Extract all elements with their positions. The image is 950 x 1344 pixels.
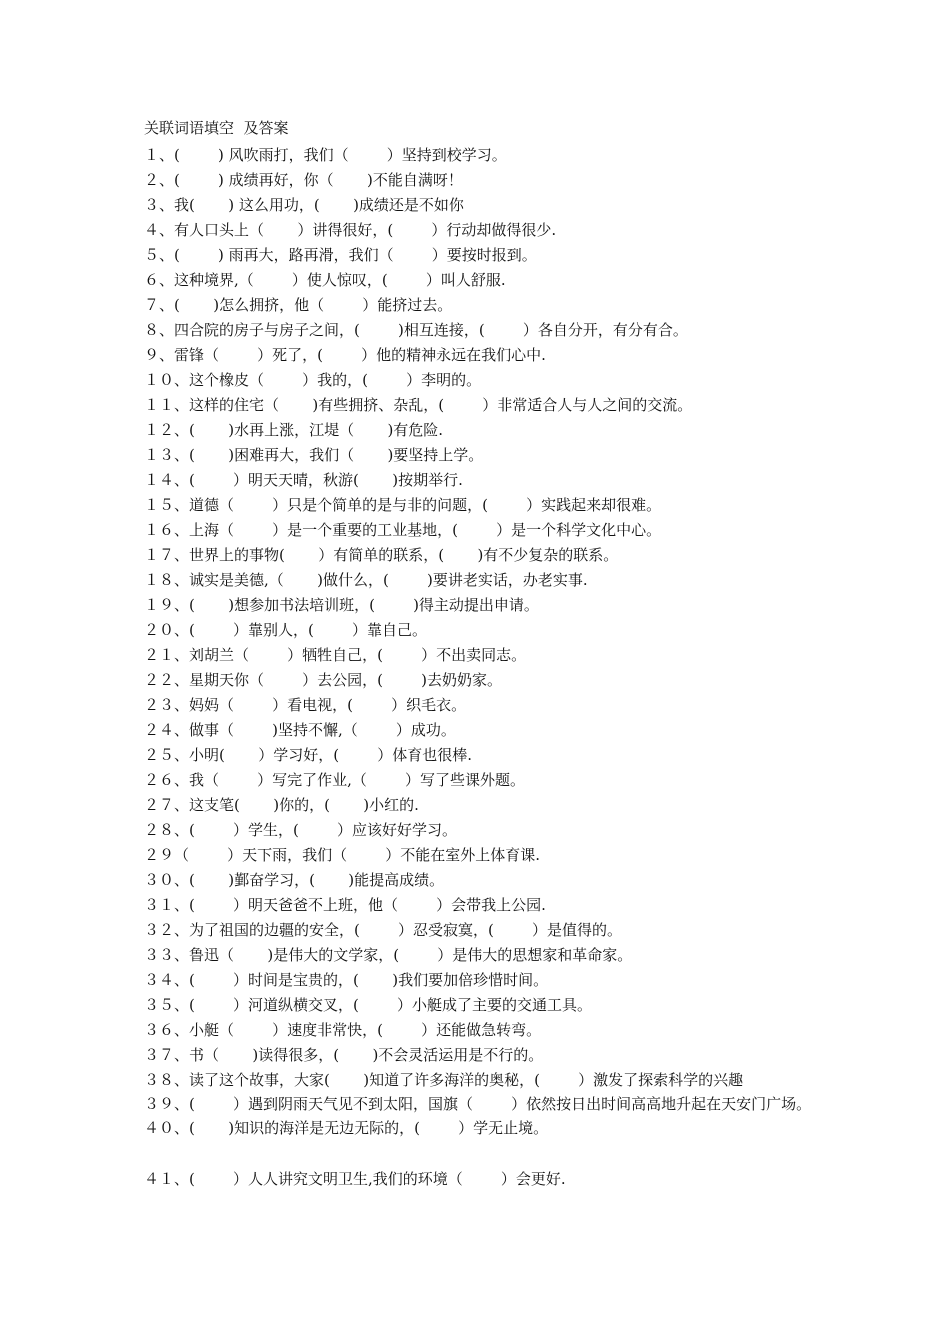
question-line: ３８、读了这个故事，大家( )知道了许多海洋的奥秘，( ）激发了探索科学的兴趣: [144, 1071, 744, 1089]
question-line: １８、诚实是美德,（ )做什么，( )要讲老实话，办老实事.: [144, 571, 588, 589]
question-line: １３、( )困难再大，我们（ )要坚持上学。: [144, 446, 484, 464]
question-line: ３３、鲁迅（ )是伟大的文学家，( ）是伟大的思想家和革命家。: [144, 946, 633, 964]
question-line: ２、( ) 成绩再好，你（ )不能自满呀！: [144, 171, 463, 189]
question-line: ２６、我（ ）写完了作业,（ ）写了些课外题。: [144, 771, 526, 789]
question-line: １４、( ）明天天晴，秋游( )按期举行.: [144, 471, 463, 489]
question-line: ２２、星期天你（ ）去公园，( )去奶奶家。: [144, 671, 502, 689]
question-line: ３０、( )鄞奋学习，( )能提高成绩。: [144, 871, 445, 889]
question-line: １、( ) 风吹雨打，我们（ ）坚持到校学习。: [144, 146, 507, 164]
blank-gap: [144, 1141, 824, 1167]
question-line: １７、世界上的事物( ）有简单的联系，( )有不少复杂的联系。: [144, 546, 619, 564]
question-line: １０、这个橡皮（ ）我的，( ）李明的。: [144, 371, 482, 389]
question-list: [144, 143, 824, 1192]
question-line: ２８、( ）学生，( ）应该好好学习。: [144, 821, 457, 839]
question-line: ８、四合院的房子与房子之间，( )相互连接，( ）各自分开，有分有合。: [144, 321, 688, 339]
question-line: １２、( )水再上涨，江堤（ )有危险.: [144, 421, 444, 439]
question-line: ３６、小艇（ ）速度非常快，( ）还能做急转弯。: [144, 1021, 542, 1039]
question-line: ２０、( ）靠别人，( ）靠自己。: [144, 621, 427, 639]
question-line: ３７、书（ )读得很多，( )不会灵活运用是不行的。: [144, 1046, 544, 1064]
question-line: ３４、( ）时间是宝贵的，( )我们要加倍珍惜时间。: [144, 971, 549, 989]
question-line: ９、雷锋（ ）死了，( ）他的精神永远在我们心中.: [144, 346, 546, 364]
question-line: ２９（ ）天下雨，我们（ ）不能在室外上体育课.: [144, 846, 541, 864]
question-line: ４１、( ）人人讲究文明卫生,我们的环境（ ）会更好.: [144, 1170, 566, 1188]
question-line: １５、道德（ ）只是个简单的是与非的问题，( ）实践起来却很难。: [144, 496, 662, 514]
question-line: ２１、刘胡兰（ ）牺牲自己，( ）不出卖同志。: [144, 646, 527, 664]
question-line: １９、( )想参加书法培训班，( )得主动提出申请。: [144, 596, 539, 614]
question-line: ４、有人口头上（ ）讲得很好，( ）行动却做得很少.: [144, 221, 557, 239]
question-line: ３２、为了祖国的边疆的安全，( ）忍受寂寞，( ）是值得的。: [144, 921, 622, 939]
question-line: １６、上海（ ）是一个重要的工业基地，( ）是一个科学文化中心。: [144, 521, 662, 539]
document-title: 关联词语填空 及答案: [144, 119, 289, 137]
question-line: １１、这样的住宅（ )有些拥挤、杂乱，( ）非常适合人与人之间的交流。: [144, 396, 693, 414]
question-line: ７、( )怎么拥挤，他（ ）能挤过去。: [144, 296, 453, 314]
question-line: ３、我( ) 这么用功，( )成绩还是不如你: [144, 196, 464, 214]
question-line: ５、( ) 雨再大，路再滑，我们（ ）要按时报到。: [144, 246, 537, 264]
question-line: ２３、妈妈（ ）看电视，( ）织毛衣。: [144, 696, 467, 714]
question-line: ６、这种境界,（ ）使人惊叹，( ）叫人舒服.: [144, 271, 506, 289]
question-line: ４０、( )知识的海洋是无边无际的，( ）学无止境。: [144, 1119, 549, 1137]
question-line: ３１、( ）明天爸爸不上班，他（ ）会带我上公园.: [144, 896, 546, 914]
question-line: ２４、做事（ )坚持不懈,（ ）成功。: [144, 721, 456, 739]
question-line: ２７、这支笔( )你的，( )小红的.: [144, 796, 419, 814]
question-line: ２５、小明( ）学习好，( ）体育也很棒.: [144, 746, 472, 764]
question-line: ３９、( ）遇到阴雨天气见不到太阳，国旗（ ）依然按日出时间高高地升起在天安门广场。: [144, 1095, 812, 1113]
question-line: ３５、( ）河道纵横交叉，( ）小艇成了主要的交通工具。: [144, 996, 592, 1014]
